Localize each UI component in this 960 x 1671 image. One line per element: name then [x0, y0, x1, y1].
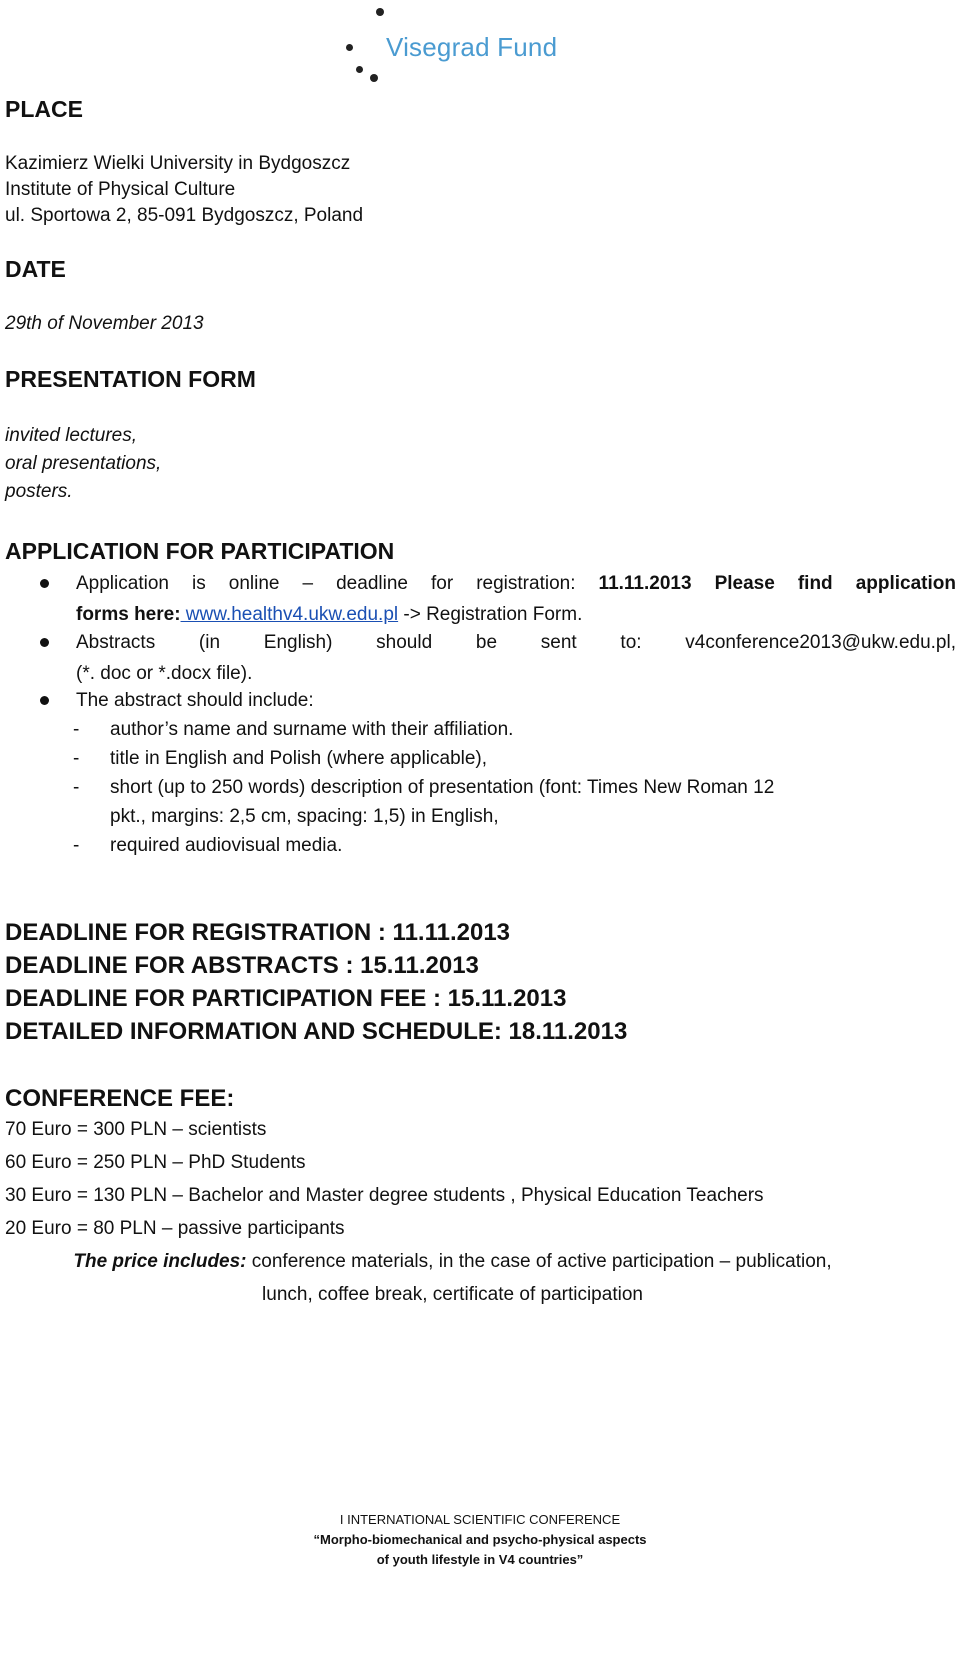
- logo-text: Visegrad Fund: [386, 32, 558, 62]
- bullet-text-line: (*. doc or *.docx file).: [76, 663, 253, 684]
- logo-dot-icon: [346, 44, 353, 51]
- dash-marker: -: [73, 835, 80, 856]
- bullet-text-line: forms here: www.healthv4.ukw.edu.pl -> Registration Form.: [76, 604, 583, 625]
- detailed-information: DETAILED INFORMATION AND SCHEDULE: 18.11.2013: [5, 1018, 628, 1045]
- bullet-text-line: Abstracts (in English) should be sent to: v4conference2013@ukw.edu.pl,: [76, 632, 956, 653]
- price-includes-label: The price includes:: [73, 1251, 247, 1272]
- footer-conference-subtitle: “Morpho-biomechanical and psycho-physical aspects: [313, 1532, 647, 1547]
- deadline-registration: DEADLINE FOR REGISTRATION : 11.11.2013: [5, 919, 511, 946]
- logo-dot-icon: [356, 66, 363, 73]
- application-bullet-include: [40, 685, 960, 716]
- footer-conference-subtitle: of youth lifestyle in V4 countries”: [376, 1552, 584, 1567]
- abstract-requirement: title in English and Polish (where applicable),: [110, 748, 488, 769]
- visegrad-fund-logo: [340, 0, 570, 92]
- bullet-icon: [40, 638, 49, 647]
- abstract-requirement: short (up to 250 words) description of presentation (font: Times New Roman 12: [110, 777, 775, 798]
- deadline-fee: DEADLINE FOR PARTICIPATION FEE : 15.11.2013: [5, 985, 567, 1012]
- fee-item: 70 Euro = 300 PLN – scientists: [5, 1119, 267, 1140]
- price-includes-continued: lunch, coffee break, certificate of participation: [262, 1284, 643, 1305]
- abstract-requirement: required audiovisual media.: [110, 835, 343, 856]
- deadline-abstracts: DEADLINE FOR ABSTRACTS : 15.11.2013: [5, 952, 479, 979]
- footer-conference-title: I INTERNATIONAL SCIENTIFIC CONFERENCE: [339, 1512, 621, 1527]
- bullet-icon: [40, 696, 49, 705]
- abstract-requirement: pkt., margins: 2,5 cm, spacing: 1,5) in English,: [110, 806, 499, 827]
- application-heading: APPLICATION FOR PARTICIPATION: [5, 538, 395, 564]
- bullet-icon: [40, 579, 49, 588]
- dash-marker: -: [73, 748, 80, 769]
- bullet-text-line: The abstract should include:: [76, 690, 314, 711]
- application-bullet-online: [40, 568, 960, 630]
- dash-marker: -: [73, 777, 80, 798]
- logo-dot-icon: [370, 74, 378, 82]
- fee-item: 60 Euro = 250 PLN – PhD Students: [5, 1152, 306, 1173]
- logo-dot-icon: [376, 8, 384, 16]
- application-bullet-abstracts: [40, 627, 960, 689]
- place-heading: PLACE: [5, 96, 83, 122]
- place-line: Institute of Physical Culture: [5, 179, 236, 200]
- fee-item: 30 Euro = 130 PLN – Bachelor and Master degree students , Physical Education Teachers: [5, 1185, 764, 1206]
- presentation-item: invited lectures,: [5, 425, 138, 446]
- place-line: ul. Sportowa 2, 85-091 Bydgoszcz, Poland: [5, 205, 364, 226]
- price-includes: The price includes: conference materials, in the case of active participation – publication,: [73, 1251, 832, 1272]
- presentation-item: posters.: [5, 481, 73, 502]
- presentation-item: oral presentations,: [5, 453, 162, 474]
- date-heading: DATE: [5, 256, 66, 282]
- date-value: 29th of November 2013: [5, 313, 204, 334]
- fee-heading: CONFERENCE FEE:: [5, 1085, 235, 1112]
- website-link[interactable]: www.healthv4.ukw.edu.pl: [180, 604, 399, 625]
- place-line: Kazimierz Wielki University in Bydgoszcz: [5, 153, 351, 174]
- bullet-text-line: Application is online – deadline for registration: 11.11.2013 Please find application: [76, 573, 956, 594]
- fee-item: 20 Euro = 80 PLN – passive participants: [5, 1218, 345, 1239]
- presentation-heading: PRESENTATION FORM: [5, 366, 256, 392]
- abstract-requirement: author’s name and surname with their affiliation.: [110, 719, 514, 740]
- dash-marker: -: [73, 719, 80, 740]
